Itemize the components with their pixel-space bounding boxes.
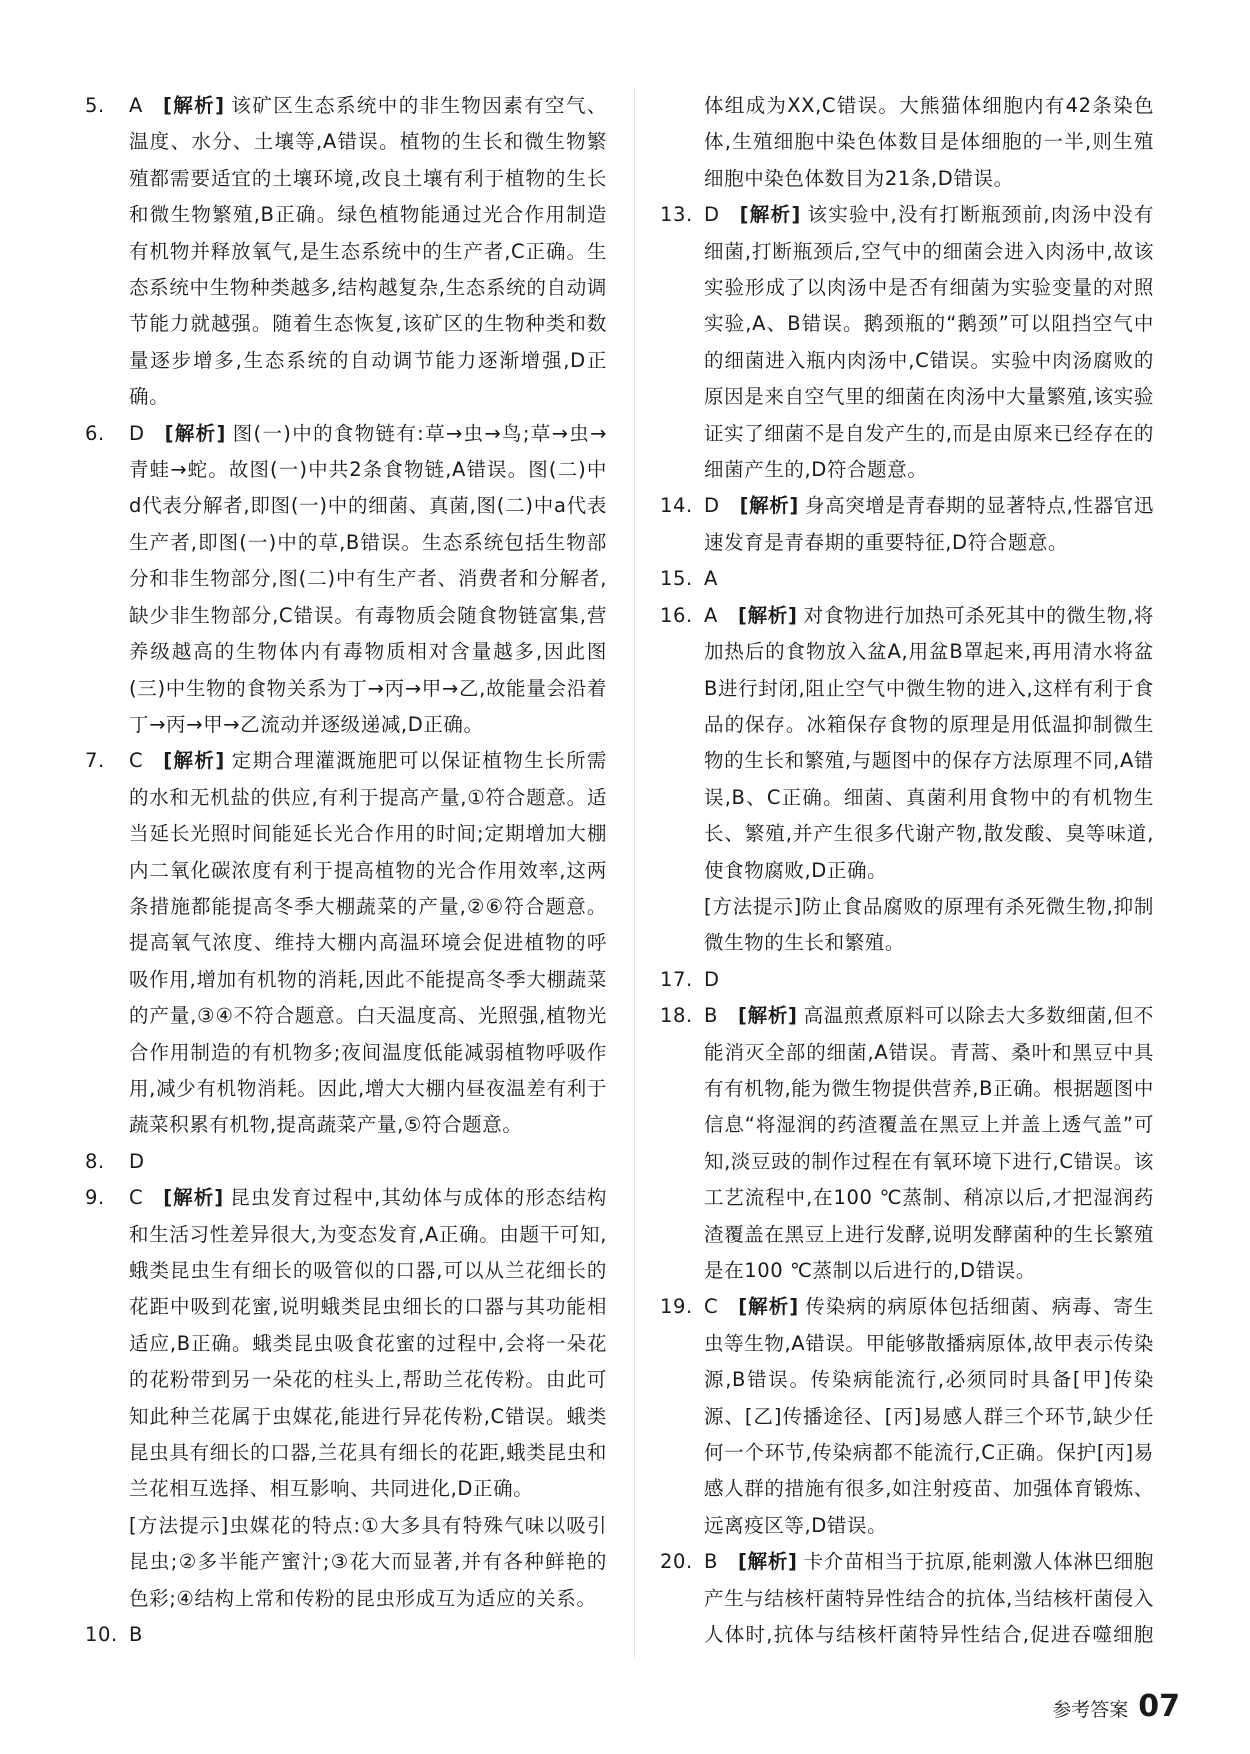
answer-item-15 [660,561,1154,597]
answer-item-8 [85,1144,607,1180]
item-number: 10. [85,1623,118,1647]
analysis-text: 传染病的病原体包括细菌、病毒、寄生虫等生物,A错误。甲能够散播病原体,故甲表示传染源,B错误。传染病能流行,必须同时具备[甲]传染源、[乙]传播途径、[丙]易感人群三个环节,缺少任何一个环节,传染病都不能流行,C正确。保护[丙]易感人群的措施有很多,如注射疫苗、加强体育锻炼、远离疫区等,D错误。 [704,1295,1154,1537]
answer-item-7 [85,743,607,1143]
analysis-tag: [解析] [162,94,225,117]
answer-item-10 [85,1617,607,1653]
answer-item-19 [660,1289,1154,1544]
analysis-text: 昆虫发育过程中,其幼体与成体的形态结构和生活习性差异很大,为变态发育,A正确。由题干可知,蛾类昆虫生有细长的吸管似的口器,可以从兰花细长的花距中吸到花蜜,说明蛾类昆虫细长的口器与其功能相适应,B正确。蛾类昆虫吸食花蜜的过程中,会将一朵花的花粉带到另一朵花的柱头上,帮助兰花传粉。由此可知此种兰花属于虫媒花,能进行异花传粉,C错误。蛾类昆虫具有细长的口器,兰花具有细长的花距,蛾类昆虫和兰花相互选择、相互影响、共同进化,D正确。 [129,1186,607,1501]
answer-item-20 [660,1544,1154,1658]
item-answer: C [129,749,144,773]
answer-item-14 [660,488,1154,561]
answer-item-9 [85,1180,607,1508]
analysis-tag: [解析] [737,1004,798,1028]
item-number: 18. [660,1004,693,1028]
answer-item-17 [660,962,1154,998]
item-number: 20. [660,1550,693,1574]
item-number: 6. [85,421,105,445]
item-answer: D [704,494,720,518]
analysis-tag: [解析] [164,421,227,445]
item-number: 13. [660,203,693,227]
page-footer [1052,1689,1180,1724]
method-tip: [方法提示]防止食品腐败的原理有杀死微生物,抑制微生物的生长和繁殖。 [704,894,1154,955]
column-divider [634,88,635,1658]
item-answer: A [704,603,718,627]
method-tip: [方法提示]虫媒花的特点:①大多具有特殊气味以吸引昆虫;②多半能产蜜汁;③花大而显著,并有各种鲜艳的色彩;④结构上常和传粉的昆虫形成互为适应的关系。 [129,1513,607,1610]
item-number: 17. [660,967,693,991]
answer-item-12-continued [660,88,1154,197]
answer-item-6 [85,416,607,744]
item-answer: C [704,1295,719,1319]
item-number: 8. [85,1149,105,1173]
item-answer: D [129,421,145,445]
item-number: 9. [85,1186,105,1210]
analysis-text: 该矿区生态系统中的非生物因素有空气、温度、水分、土壤等,A错误。植物的生长和微生物繁殖都需要适宜的土壤环境,改良土壤有利于植物的生长和微生物繁殖,B正确。绿色植物能通过光合作用制造有机物并释放氧气,是生态系统中的生产者,C正确。生态系统中生物种类越多,结构越复杂,生态系统的自动调节能力就越强。随着生态恢复,该矿区的生物种类和数量逐步增多,生态系统的自动调节能力逐渐增强,D正确。 [129,94,607,409]
analysis-tag: [解析] [739,203,801,227]
item-answer: B [704,1004,718,1028]
item-answer: A [704,567,718,591]
answer-item-5 [85,88,607,416]
item-answer: D [704,203,720,227]
footer-label: 参考答案 [1052,1699,1129,1721]
answer-item-13 [660,197,1154,488]
item-answer: D [704,967,720,991]
item-answer: B [704,1550,718,1574]
item-number: 19. [660,1295,693,1319]
page-number: 07 [1138,1689,1180,1724]
item-answer: B [129,1623,143,1647]
item-number: 16. [660,603,693,627]
right-column [660,88,1154,1658]
analysis-text: 卡介苗相当于抗原,能刺激人体淋巴细胞产生与结核杆菌特异性结合的抗体,当结核杆菌侵入人体时,抗体与结核杆菌特异性结合,促进吞噬细胞 [704,1550,1154,1647]
analysis-tag: [解析] [163,1186,224,1210]
item-number [85,1653,118,1658]
item-answer: C [129,1186,144,1210]
analysis-text: 对食物进行加热可杀死其中的微生物,将加热后的食物放入盆A,用盆B罩起来,再用清水将盆B进行封闭,阻止空气中微生物的进入,这样有利于食品的保存。冰箱保存食物的原理是用低温抑制微生物的生长和繁殖,与题图中的保存方法原理不同,A错误,B、C正确。细菌、真菌利用食物中的有机物生长、繁殖,并产生很多代谢产物,散发酸、臭等味道,使食物腐败,D正确。 [704,603,1154,882]
analysis-text: 体组成为XX,C错误。大熊猫体细胞内有42条染色体,生殖细胞中染色体数目是体细胞的一半,则生殖细胞中染色体数目为21条,D错误。 [704,94,1154,190]
answer-item-16 [660,598,1154,889]
analysis-tag: [解析] [738,1295,799,1319]
item-number: 14. [660,494,693,518]
analysis-tag: [解析] [737,603,798,627]
analysis-text: 该实验中,没有打断瓶颈前,肉汤中没有细菌,打断瓶颈后,空气中的细菌会进入肉汤中,故该实验形成了以肉汤中是否有细菌为实验变量的对照实验,A、B错误。鹅颈瓶的“鹅颈”可以阻挡空气中的细菌进入瓶内肉汤中,C错误。实验中肉汤腐败的原因是来自空气里的细菌在肉汤中大量繁殖,该实验证实了细菌不是自发产生的,而是由原来已经存在的细菌产生的,D符合题意。 [704,203,1154,482]
answer-item-11 [85,1653,607,1658]
analysis-text: 高温煎煮原料可以除去大多数细菌,但不能消灭全部的细菌,A错误。青蒿、桑叶和黑豆中具有有机物,能为微生物提供营养,B正确。根据题图中信息“将湿润的药渣覆盖在黑豆上并盖上透气盖”可知,淡豆豉的制作过程在有氧环境下进行,C错误。该工艺流程中,在100 ℃蒸制、稍凉以后,才把湿润药渣覆盖在黑豆上进行发酵,说明发酵菌种的生长繁殖是在100 ℃蒸制以后进行的,D错误。 [704,1004,1154,1282]
item-number: 5. [85,94,105,117]
analysis-tag: [解析] [163,749,225,773]
left-column [85,88,607,1658]
item-number: 15. [660,567,693,591]
analysis-tag: [解析] [737,1550,798,1574]
analysis-tag: [解析] [739,494,799,518]
analysis-text: 定期合理灌溉施肥可以保证植物生长所需的水和无机盐的供应,有利于提高产量,①符合题意。适当延长光照时间能延长光合作用的时间;定期增加大棚内二氧化碳浓度有利于提高植物的光合作用效率,这两条措施都能提高冬季大棚蔬菜的产量,②⑥符合题意。提高氧气浓度、维持大棚内高温环境会促进植物的呼吸作用,增加有机物的消耗,因此不能提高冬季大棚蔬菜的产量,③④不符合题意。白天温度高、光照强,植物光合作用制造的有机物多;夜间温度低能减弱植物呼吸作用,减少有机物消耗。因此,增大大棚内昼夜温差有利于蔬菜积累有机物,提高蔬菜产量,⑤符合题意。 [129,749,607,1137]
item-answer: A [129,94,143,117]
item-number: 7. [85,749,105,773]
item-answer: D [129,1149,145,1173]
analysis-text: 身高突增是青春期的显著特点,性器官迅速发育是青春期的重要特征,D符合题意。 [704,494,1154,554]
answer-item-18 [660,998,1154,1289]
analysis-text: 图(一)中的食物链有:草→虫→鸟;草→虫→青蛙→蛇。故图(一)中共2条食物链,A错误。图(二)中d代表分解者,即图(一)中的细菌、真菌,图(二)中a代表生产者,即图(一)中的草,B错误。生态系统包括生物部分和非生物部分,图(二)中有生产者、消费者和分解者,缺少非生物部分,C错误。有毒物质会随食物链富集,营养级越高的生物体内有毒物质相对含量越多,因此图(三)中生物的食物关系为丁→丙→甲→乙,故能量会沿着丁→丙→甲→乙流动并逐级递减,D正确。 [129,421,607,736]
